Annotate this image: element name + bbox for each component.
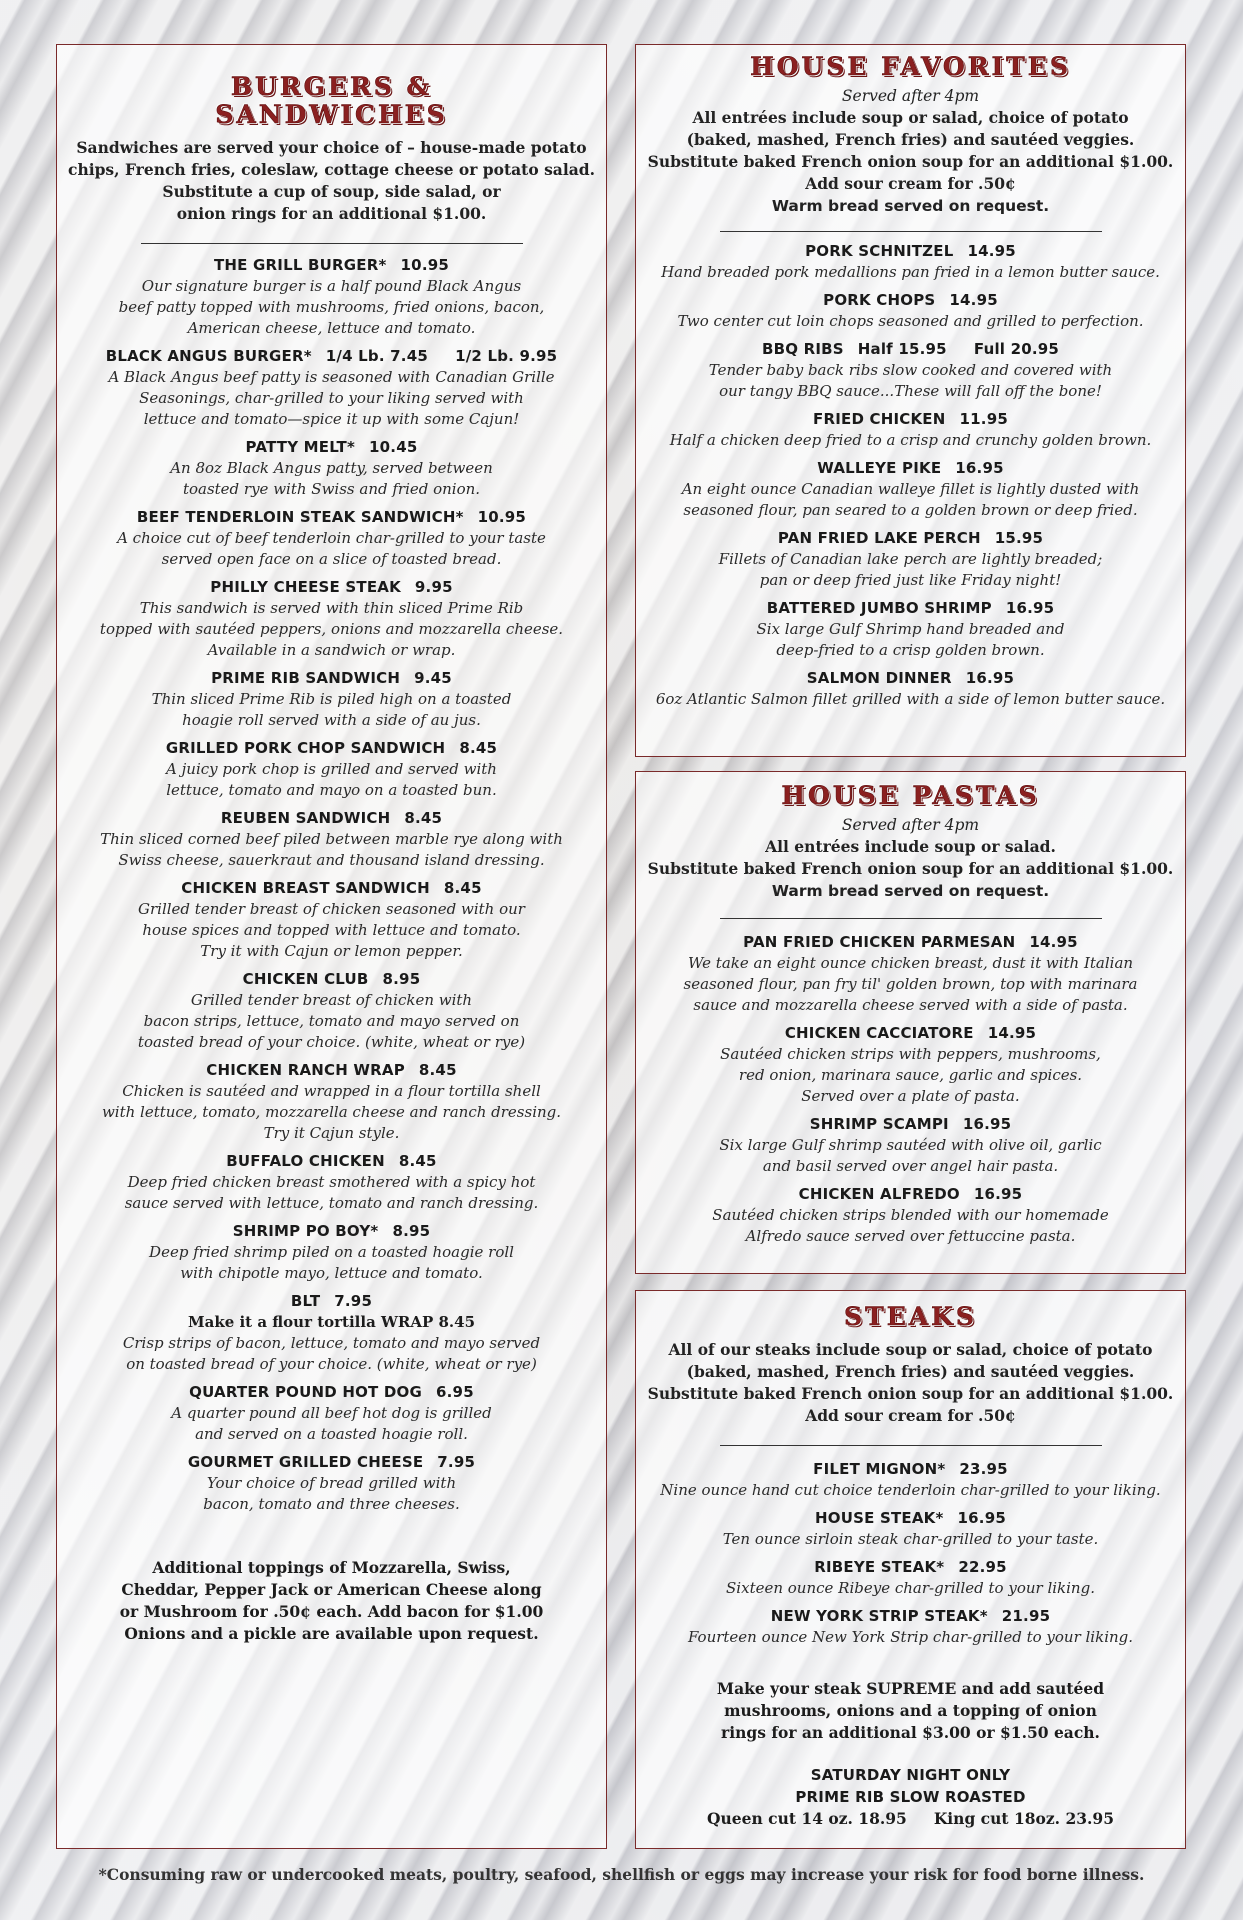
favorites-bread: Warm bread served on request. — [771, 197, 1050, 215]
menu-item-title: QUARTER POUND HOT DOG — [189, 1383, 423, 1401]
menu-item-description: Two center cut loin chops seasoned and grilled to perfection. — [677, 312, 1144, 330]
burgers-intro-2: chips, French fries, coleslaw, cottage cheese or potato salad. — [68, 160, 595, 179]
menu-item — [57, 807, 606, 871]
menu-item — [636, 457, 1185, 521]
menu-item-price: 16.95 — [957, 1509, 1006, 1527]
menu-item-price: 1/4 Lb. 7.45 1/2 Lb. 9.95 — [325, 347, 558, 365]
menu-item-title: PRIME RIB SANDWICH — [211, 669, 401, 687]
steaks-intro-3: Substitute baked French onion soup for an additional $1.00. — [647, 1384, 1174, 1403]
menu-item — [636, 1183, 1185, 1247]
supreme-note — [636, 1678, 1185, 1744]
toppings-line-3: or Mushroom for .50¢ each. Add bacon for $1.00 — [119, 1602, 544, 1621]
toppings-line-2: Cheddar, Pepper Jack or American Cheese along — [121, 1580, 542, 1599]
menu-item-description: Six large Gulf shrimp sautéed with olive oil, garlic — [719, 1136, 1102, 1154]
menu-item-price: 8.95 — [382, 970, 421, 988]
steaks-intro-2: (baked, mashed, French fries) and sautéed veggies. — [686, 1362, 1135, 1381]
menu-item — [636, 289, 1185, 332]
menu-item-price: Half 15.95 Full 20.95 — [857, 340, 1060, 358]
menu-item-title: PORK CHOPS — [823, 291, 936, 309]
menu-item-title: PAN FRIED CHICKEN PARMESAN — [743, 933, 1016, 951]
menu-item-description: Your choice of bread grilled with — [206, 1474, 457, 1492]
menu-item — [636, 527, 1185, 591]
menu-item-description: Crisp strips of bacon, lettuce, tomato and mayo served — [122, 1334, 541, 1352]
menu-item — [636, 338, 1185, 402]
menu-item-title: BUFFALO CHICKEN — [226, 1152, 385, 1170]
menu-item-name — [636, 527, 1185, 549]
menu-item-description: seasoned flour, pan seared to a golden brown or deep fried. — [683, 501, 1138, 519]
menu-item-price: 15.95 — [994, 529, 1044, 547]
menu-item-name — [636, 667, 1185, 689]
menu-item-title: PORK SCHNITZEL — [805, 242, 954, 260]
menu-item — [57, 667, 606, 731]
menu-item-description: Available in a sandwich or wrap. — [207, 641, 456, 659]
menu-item — [57, 436, 606, 500]
menu-item-description: We take an eight ounce chicken breast, dust it with Italian — [687, 954, 1134, 972]
menu-item — [57, 737, 606, 801]
menu-item — [57, 1381, 606, 1445]
menu-item — [57, 968, 606, 1053]
menu-item-description: Grilled tender breast of chicken with — [190, 991, 473, 1009]
supreme-line-3: rings for an additional $3.00 or $1.50 each. — [721, 1723, 1100, 1742]
menu-item-title: CHICKEN CACCIATORE — [784, 1024, 974, 1042]
menu-item — [636, 1458, 1185, 1501]
menu-item-name — [57, 1381, 606, 1403]
favorites-intro-3: Substitute baked French onion soup for an additional $1.00. — [647, 152, 1174, 171]
burgers-title-line1: BURGERS & — [230, 72, 433, 101]
saturday-line-2: PRIME RIB SLOW ROASTED — [795, 1788, 1026, 1806]
menu-item-name — [636, 408, 1185, 430]
saturday-line-3: Queen cut 14 oz. 18.95 King cut 18oz. 23.95 — [706, 1809, 1114, 1828]
menu-item-description: Thin sliced corned beef piled between marble rye along with — [100, 830, 563, 848]
menu-item-description: Six large Gulf Shrimp hand breaded and — [756, 620, 1065, 638]
menu-item-description: Swiss cheese, sauerkraut and thousand island dressing. — [118, 851, 545, 869]
menu-item-price: 8.45 — [404, 809, 443, 827]
menu-item — [636, 1022, 1185, 1107]
menu-item-description: and basil served over angel hair pasta. — [762, 1157, 1059, 1175]
menu-item — [57, 877, 606, 962]
menu-item-description: A quarter pound all beef hot dog is grilled — [171, 1404, 492, 1422]
pastas-title: HOUSE PASTAS — [781, 781, 1040, 810]
menu-item-title: THE GRILL BURGER* — [213, 256, 387, 274]
menu-item-name — [57, 667, 606, 689]
menu-item-description: Grilled tender breast of chicken seasoned with our — [138, 900, 525, 918]
menu-item-description: on toasted bread of your choice. (white, wheat or rye) — [126, 1355, 537, 1373]
menu-item-description: with lettuce, tomato, mozzarella cheese and ranch dressing. — [101, 1103, 562, 1121]
menu-item-description: and served on a toasted hoagie roll. — [195, 1425, 468, 1443]
menu-item — [57, 1220, 606, 1284]
menu-item-title: WALLEYE PIKE — [817, 459, 942, 477]
burgers-title-line2: SANDWICHES — [215, 100, 448, 129]
menu-item-price: 8.45 — [398, 1152, 437, 1170]
supreme-line-2: mushrooms, onions and a topping of onion — [724, 1701, 1097, 1720]
favorites-item-list — [636, 240, 1185, 710]
menu-item-description: house spices and topped with lettuce and tomato. — [142, 921, 521, 939]
menu-item-description: Fourteen ounce New York Strip char-grilled to your liking. — [687, 1628, 1134, 1646]
menu-item-name — [57, 506, 606, 528]
burgers-divider — [141, 243, 523, 244]
menu-item-name — [636, 240, 1185, 262]
saturday-special — [636, 1764, 1185, 1830]
menu-item-description: hoagie roll served with a side of au jus. — [182, 711, 481, 729]
menu-item-name — [636, 1458, 1185, 1480]
menu-item-price: 8.45 — [443, 879, 482, 897]
menu-item — [636, 1556, 1185, 1599]
menu-item-price: 10.45 — [369, 438, 418, 456]
steaks-title: STEAKS — [844, 1302, 977, 1331]
menu-item-title: CHICKEN BREAST SANDWICH — [181, 879, 430, 897]
menu-item — [57, 576, 606, 661]
menu-item-price: 16.95 — [965, 669, 1015, 687]
menu-item — [636, 408, 1185, 451]
menu-item-description: A Black Angus beef patty is seasoned with Canadian Grille — [108, 368, 555, 386]
pastas-intro-1: All entrées include soup or salad. — [765, 837, 1056, 856]
menu-item-name — [636, 1556, 1185, 1578]
menu-item-description: bacon strips, lettuce, tomato and mayo served on — [143, 1012, 520, 1030]
menu-item-name — [57, 436, 606, 458]
pastas-intro-2: Substitute baked French onion soup for an additional $1.00. — [647, 859, 1174, 878]
favorites-intro-2: (baked, mashed, French fries) and sautéed veggies. — [686, 130, 1135, 149]
menu-item-title: GRILLED PORK CHOP SANDWICH — [165, 739, 446, 757]
menu-item-name — [636, 1183, 1185, 1205]
menu-item-name — [57, 968, 606, 990]
menu-item-name — [57, 807, 606, 829]
menu-item — [57, 345, 606, 430]
menu-item-name — [57, 1220, 606, 1242]
menu-item-name — [636, 1507, 1185, 1529]
burgers-panel — [56, 44, 607, 1849]
menu-item-name — [636, 338, 1185, 360]
menu-item-price: 16.95 — [973, 1185, 1023, 1203]
menu-item-title: FILET MIGNON* — [813, 1460, 946, 1478]
menu-item-description: Fillets of Canadian lake perch are lightly breaded; — [718, 550, 1103, 568]
menu-item-title: GOURMET GRILLED CHEESE — [187, 1453, 424, 1471]
menu-item-description: sauce and mozzarella cheese served with a side of pasta. — [693, 996, 1128, 1014]
menu-item-price: 10.95 — [477, 508, 527, 526]
menu-item-title: NEW YORK STRIP STEAK* — [770, 1607, 988, 1625]
menu-item-description: Served over a plate of pasta. — [801, 1087, 1020, 1105]
menu-item-name — [636, 457, 1185, 479]
menu-item-title: PAN FRIED LAKE PERCH — [777, 529, 981, 547]
menu-item-description: lettuce, tomato and mayo on a toasted bun. — [166, 781, 497, 799]
menu-item-description: American cheese, lettuce and tomato. — [187, 319, 476, 337]
menu-item-description: Try it with Cajun or lemon pepper. — [200, 942, 463, 960]
menu-item-name — [636, 1605, 1185, 1627]
menu-item-price: 16.95 — [955, 459, 1004, 477]
menu-item-description: Our signature burger is a half pound Black Angus — [141, 277, 522, 295]
menu-item-description: This sandwich is served with thin sliced Prime Rib — [139, 599, 524, 617]
menu-item-description: sauce served with lettuce, tomato and ranch dressing. — [124, 1194, 539, 1212]
menu-item-description: beef patty topped with mushrooms, fried onions, bacon, — [118, 298, 545, 316]
menu-item-price: 9.95 — [414, 578, 453, 596]
menu-item-name — [636, 597, 1185, 619]
menu-item-name — [636, 1113, 1185, 1135]
menu-item-title: CHICKEN RANCH WRAP — [206, 1061, 405, 1079]
steaks-divider — [720, 1445, 1102, 1446]
menu-item-name — [57, 254, 606, 276]
menu-item-description: Sautéed chicken strips blended with our homemade — [712, 1206, 1109, 1224]
menu-item-description: An eight ounce Canadian walleye fillet is lightly dusted with — [681, 480, 1140, 498]
menu-item — [57, 506, 606, 570]
menu-item-price: 16.95 — [1005, 599, 1055, 617]
menu-item-description: seasoned flour, pan fry til' golden brown, top with marinara — [683, 975, 1138, 993]
steaks-intro-1: All of our steaks include soup or salad, choice of potato — [668, 1340, 1153, 1359]
menu-item — [57, 254, 606, 339]
menu-item-price: 14.95 — [949, 291, 998, 309]
menu-item — [636, 667, 1185, 710]
menu-item — [636, 1507, 1185, 1550]
favorites-panel — [635, 44, 1186, 757]
supreme-line-1: Make your steak SUPREME and add sautéed — [716, 1679, 1105, 1698]
menu-item-description: An 8oz Black Angus patty, served between — [170, 459, 493, 477]
burgers-item-list — [57, 254, 606, 1515]
pastas-panel — [635, 771, 1186, 1274]
menu-item-name — [57, 737, 606, 759]
menu-item-name — [57, 1059, 606, 1081]
menu-item-description: lettuce and tomato—spice it up with some Cajun! — [143, 410, 520, 428]
saturday-line-1: SATURDAY NIGHT ONLY — [810, 1766, 1011, 1784]
menu-item-title: SHRIMP PO BOY* — [232, 1222, 379, 1240]
pastas-item-list — [636, 931, 1185, 1247]
menu-item-description: A choice cut of beef tenderloin char-grilled to your taste — [117, 529, 546, 547]
steaks-panel — [635, 1290, 1186, 1849]
menu-item-title: BATTERED JUMBO SHRIMP — [766, 599, 992, 617]
menu-item-name — [57, 1451, 606, 1473]
pastas-bread: Warm bread served on request. — [771, 882, 1050, 900]
menu-item-description: red onion, marinara sauce, garlic and spices. — [738, 1066, 1083, 1084]
menu-item-title: BLT — [290, 1292, 321, 1310]
menu-item-title: BBQ RIBS — [761, 340, 844, 358]
menu-item-name — [57, 1290, 606, 1312]
steaks-item-list — [636, 1458, 1185, 1648]
menu-item-price: 10.95 — [400, 256, 449, 274]
menu-item-price: 7.95 — [334, 1292, 373, 1310]
toppings-note — [57, 1557, 606, 1645]
menu-item-price: 22.95 — [958, 1558, 1007, 1576]
menu-item-price: 9.45 — [414, 669, 452, 687]
menu-item-price: 14.95 — [1029, 933, 1078, 951]
menu-item-title: HOUSE STEAK* — [815, 1509, 944, 1527]
menu-item-description: served open face on a slice of toasted bread. — [161, 550, 502, 568]
menu-item-title: CHICKEN CLUB — [242, 970, 369, 988]
menu-item-price: 6.95 — [436, 1383, 474, 1401]
menu-item-description: our tangy BBQ sauce...These will fall off the bone! — [719, 382, 1102, 400]
burgers-intro-1: Sandwiches are served your choice of – house-made potato — [76, 138, 587, 157]
menu-item-price: 7.95 — [437, 1453, 476, 1471]
menu-item-price: 21.95 — [1001, 1607, 1051, 1625]
menu-item-title: BLACK ANGUS BURGER* — [105, 347, 312, 365]
menu-item-title: PHILLY CHEESE STEAK — [210, 578, 401, 596]
menu-item-title: CHICKEN ALFREDO — [798, 1185, 960, 1203]
favorites-title: HOUSE FAVORITES — [750, 52, 1071, 81]
menu-item-description: 6oz Atlantic Salmon fillet grilled with a side of lemon butter sauce. — [655, 690, 1166, 708]
menu-item-price: 23.95 — [959, 1460, 1008, 1478]
toppings-line-4: Onions and a pickle are available upon request. — [124, 1624, 539, 1643]
menu-item-description: Chicken is sautéed and wrapped in a flour tortilla shell — [122, 1082, 541, 1100]
menu-item-name — [57, 877, 606, 899]
menu-item-description: deep-fried to a crisp golden brown. — [776, 641, 1045, 659]
menu-item-title: BEEF TENDERLOIN STEAK SANDWICH* — [136, 508, 464, 526]
menu-item-description: topped with sautéed peppers, onions and mozzarella cheese. — [99, 620, 564, 638]
menu-item-title: REUBEN SANDWICH — [220, 809, 391, 827]
menu-item-name — [636, 289, 1185, 311]
burgers-intro-3: Substitute a cup of soup, side salad, or — [162, 182, 501, 201]
menu-item — [57, 1290, 606, 1375]
favorites-intro-1: All entrées include soup or salad, choice of potato — [692, 108, 1129, 127]
menu-item — [57, 1150, 606, 1214]
menu-item-description: Try it Cajun style. — [263, 1124, 400, 1142]
menu-item — [636, 240, 1185, 283]
menu-item-description: Half a chicken deep fried to a crisp and crunchy golden brown. — [669, 431, 1152, 449]
menu-item-price: 8.95 — [392, 1222, 431, 1240]
menu-item-option: Make it a flour tortilla WRAP 8.45 — [188, 1313, 475, 1331]
menu-item-price: 16.95 — [962, 1115, 1012, 1133]
menu-item-description: Nine ounce hand cut choice tenderloin char-grilled to your liking. — [660, 1481, 1161, 1499]
menu-item-description: Ten ounce sirloin steak char-grilled to your taste. — [722, 1530, 1099, 1548]
menu-item-description: Alfredo sauce served over fettuccine pasta. — [745, 1227, 1076, 1245]
menu-item-description: pan or deep fried just like Friday night! — [759, 571, 1062, 589]
menu-item-description: Tender baby back ribs slow cooked and covered with — [708, 361, 1113, 379]
menu-item — [636, 1113, 1185, 1177]
menu-item-title: SHRIMP SCAMPI — [809, 1115, 949, 1133]
menu-item-title: FRIED CHICKEN — [813, 410, 946, 428]
favorites-served: Served after 4pm — [841, 87, 980, 105]
menu-item-title: SALMON DINNER — [806, 669, 952, 687]
menu-item-price: 8.45 — [418, 1061, 457, 1079]
menu-item-description: Sautéed chicken strips with peppers, mushrooms, — [720, 1045, 1101, 1063]
menu-item-description: toasted rye with Swiss and fried onion. — [182, 480, 481, 498]
consumer-advisory: *Consuming raw or undercooked meats, poultry, seafood, shellfish or eggs may increase your risk for food borne illness. — [98, 1865, 1145, 1884]
menu-item-name — [636, 1022, 1185, 1044]
menu-item — [636, 931, 1185, 1016]
menu-item-title: PATTY MELT* — [245, 438, 356, 456]
menu-item-description: Thin sliced Prime Rib is piled high on a toasted — [151, 690, 512, 708]
menu-item-title: RIBEYE STEAK* — [814, 1558, 945, 1576]
menu-item-name — [57, 1150, 606, 1172]
favorites-divider — [720, 231, 1102, 232]
burgers-intro-4: onion rings for an additional $1.00. — [176, 204, 487, 223]
menu-item-price: 14.95 — [967, 242, 1016, 260]
menu-item — [57, 1059, 606, 1144]
favorites-intro-4: Add sour cream for .50¢ — [805, 174, 1016, 193]
menu-item-description: toasted bread of your choice. (white, wheat or rye) — [137, 1033, 526, 1051]
menu-item-description: with chipotle mayo, lettuce and tomato. — [180, 1264, 483, 1282]
menu-item — [636, 1605, 1185, 1648]
menu-item-description: A juicy pork chop is grilled and served with — [166, 760, 497, 778]
menu-item — [57, 1451, 606, 1515]
menu-item-price: 8.45 — [459, 739, 498, 757]
toppings-line-1: Additional toppings of Mozzarella, Swiss, — [152, 1558, 511, 1577]
menu-item-price: 14.95 — [987, 1024, 1037, 1042]
menu-item-description: Hand breaded pork medallions pan fried in a lemon butter sauce. — [661, 263, 1160, 281]
pastas-served: Served after 4pm — [841, 816, 980, 834]
menu-item-description: Deep fried shrimp piled on a toasted hoagie roll — [149, 1243, 514, 1261]
menu-item-name — [57, 576, 606, 598]
menu-item-description: Seasonings, char-grilled to your liking served with — [139, 389, 524, 407]
steaks-intro-4: Add sour cream for .50¢ — [805, 1406, 1016, 1425]
menu-item-price: 11.95 — [959, 410, 1008, 428]
menu-item-name — [636, 931, 1185, 953]
menu-item-description: Deep fried chicken breast smothered with a spicy hot — [127, 1173, 536, 1191]
menu-item — [636, 597, 1185, 661]
menu-item-description: bacon, tomato and three cheeses. — [203, 1495, 460, 1513]
menu-item-description: Sixteen ounce Ribeye char-grilled to your liking. — [726, 1579, 1095, 1597]
menu-item-name — [57, 345, 606, 367]
pastas-divider — [720, 918, 1102, 919]
